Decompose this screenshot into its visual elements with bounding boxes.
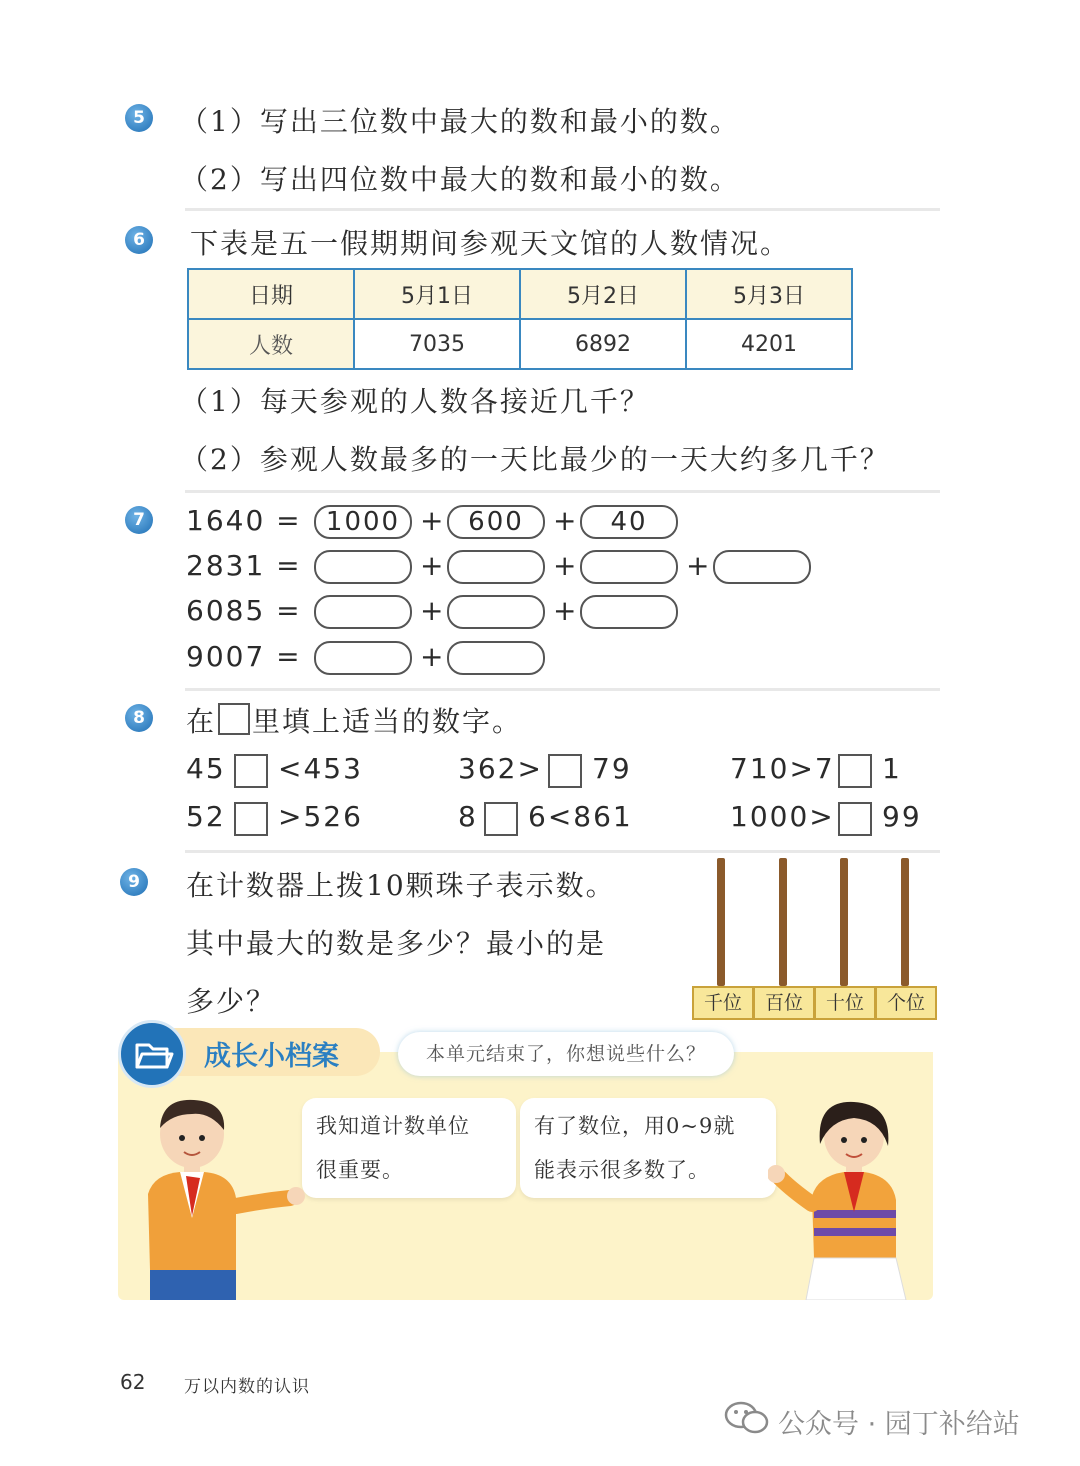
inequality-before: 362> [458, 752, 543, 785]
digit-answer-box[interactable] [838, 802, 872, 836]
equation-lhs: 1640 = [186, 504, 302, 537]
table-header-cell: 5月2日 [520, 269, 686, 319]
answer-oval[interactable]: 40 [580, 505, 678, 539]
divider [185, 208, 940, 211]
answer-oval[interactable] [314, 550, 412, 584]
digit-answer-box[interactable] [548, 754, 582, 788]
q6-part2: （2）参观人数最多的一天比最少的一天大约多几千？ [180, 443, 890, 476]
girl-speech-bubble [520, 1098, 776, 1198]
inequality-after: 99 [882, 800, 922, 833]
visitor-table [187, 268, 853, 370]
digit-answer-box[interactable] [234, 754, 268, 788]
inequality-after: <453 [278, 752, 363, 785]
plus-sign: + [420, 640, 446, 673]
divider [185, 688, 940, 691]
abacus-rod [717, 858, 725, 986]
answer-oval[interactable] [314, 641, 412, 675]
q8-prompt [186, 700, 522, 740]
q8-prompt-before: 在 [186, 705, 217, 738]
answer-oval[interactable] [713, 550, 811, 584]
wechat-icon [724, 1400, 770, 1436]
inequality-before: 1000> [730, 800, 835, 833]
answer-oval[interactable]: 600 [447, 505, 545, 539]
girl-illustration [768, 1100, 918, 1300]
question-number-badge: 9 [120, 868, 148, 896]
digit-answer-box[interactable] [838, 754, 872, 788]
boy-speech-bubble [302, 1098, 516, 1198]
boy-speech-line: 我知道计数单位 [316, 1114, 470, 1138]
q8-prompt-after: 里填上适当的数字。 [252, 705, 523, 738]
equation-lhs: 6085 = [186, 594, 302, 627]
divider [185, 490, 940, 493]
inequality-before: 45 [186, 752, 226, 785]
abacus-rod [779, 858, 787, 986]
answer-oval[interactable] [580, 550, 678, 584]
answer-oval[interactable] [580, 595, 678, 629]
plus-sign: + [553, 594, 579, 627]
plus-sign: + [553, 549, 579, 582]
table-cell: 7035 [354, 319, 520, 369]
abacus-label-tens: 十位 [814, 986, 876, 1020]
q5-part1: （1）写出三位数中最大的数和最小的数。 [180, 105, 740, 138]
table-header-cell: 5月3日 [686, 269, 852, 319]
inequality-before: 8 [458, 800, 478, 833]
abacus-label-thousands: 千位 [692, 986, 754, 1020]
q6-prompt: 下表是五一假期期间参观天文馆的人数情况。 [190, 227, 791, 260]
q5-part2: （2）写出四位数中最大的数和最小的数。 [180, 163, 740, 196]
digit-answer-box[interactable] [234, 802, 268, 836]
chapter-title: 万以内数的认识 [184, 1377, 310, 1397]
inequality-after: 79 [592, 752, 632, 785]
inequality-before: 52 [186, 800, 226, 833]
table-row [188, 319, 852, 369]
boy-illustration [140, 1098, 310, 1300]
answer-box-sample [218, 703, 250, 735]
inequality-after: 6<861 [528, 800, 633, 833]
equation-lhs: 2831 = [186, 549, 302, 582]
table-header-cell: 5月1日 [354, 269, 520, 319]
table-header-cell: 日期 [188, 269, 354, 319]
answer-oval[interactable] [447, 595, 545, 629]
girl-speech-line: 能表示很多数了。 [534, 1158, 710, 1182]
divider [185, 850, 940, 853]
growth-question: 本单元结束了，你想说些什么？ [398, 1032, 734, 1076]
table-cell: 4201 [686, 319, 852, 369]
q9-line3: 多少？ [186, 985, 277, 1018]
abacus-rod [901, 858, 909, 986]
page-number: 62 [120, 1370, 146, 1394]
folder-icon [118, 1020, 186, 1088]
q9-line1: 在计数器上拨10颗珠子表示数。 [186, 869, 616, 902]
plus-sign: + [420, 594, 446, 627]
question-number-badge: 8 [125, 704, 153, 732]
growth-title: 成长小档案 [204, 1041, 339, 1072]
plus-sign: + [420, 504, 446, 537]
plus-sign: + [420, 549, 446, 582]
question-number-badge: 5 [125, 104, 153, 132]
q6-part1: （1）每天参观的人数各接近几千？ [180, 385, 650, 418]
inequality-after: >526 [278, 800, 363, 833]
girl-speech-line: 有了数位，用0~9就 [534, 1114, 736, 1138]
watermark-text: 公众号 · 园丁补给站 [778, 1409, 1020, 1440]
abacus-label-ones: 个位 [875, 986, 937, 1020]
inequality-before: 710>7 [730, 752, 835, 785]
table-header-row [188, 269, 852, 319]
q9-line2: 其中最大的数是多少？最小的是 [186, 927, 607, 960]
plus-sign: + [686, 549, 712, 582]
answer-oval[interactable] [314, 595, 412, 629]
abacus-rod [840, 858, 848, 986]
table-cell: 6892 [520, 319, 686, 369]
question-number-badge: 7 [125, 506, 153, 534]
plus-sign: + [553, 504, 579, 537]
answer-oval[interactable] [447, 641, 545, 675]
boy-speech-line: 很重要。 [316, 1158, 404, 1182]
answer-oval[interactable] [447, 550, 545, 584]
abacus-label-hundreds: 百位 [753, 986, 815, 1020]
inequality-after: 1 [882, 752, 902, 785]
answer-oval[interactable]: 1000 [314, 505, 412, 539]
digit-answer-box[interactable] [484, 802, 518, 836]
question-number-badge: 6 [125, 226, 153, 254]
table-cell: 人数 [188, 319, 354, 369]
equation-lhs: 9007 = [186, 640, 302, 673]
